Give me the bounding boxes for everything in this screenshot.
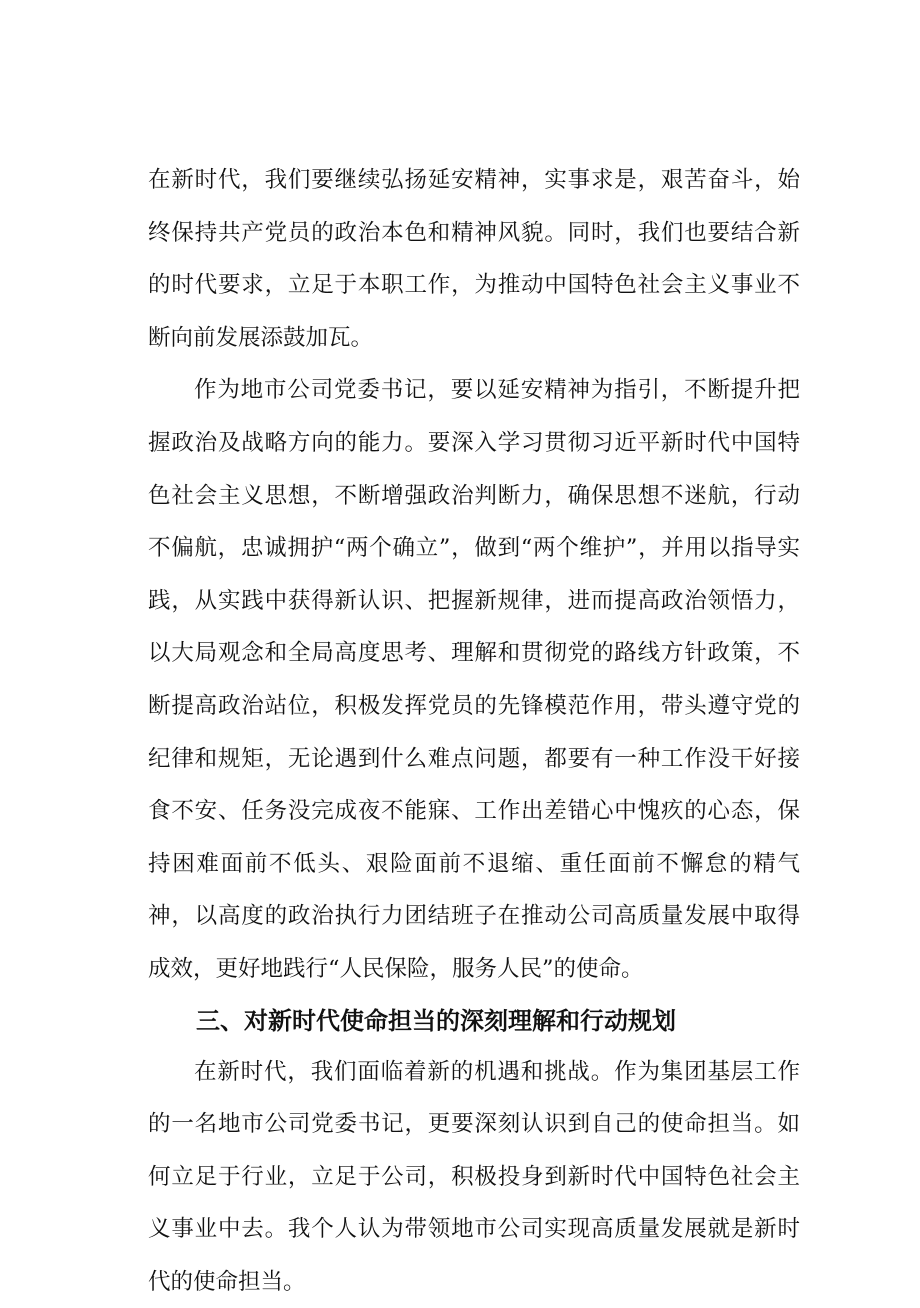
- paragraph-new-era-mission: 在新时代，我们面临着新的机遇和挑战。作为集团基层工作的一名地市公司党委书记，更要深刻认识到自己的使命担当。如何立足于行业，立足于公司，积极投身到新时代中国特色社会主义事业中去。我个人认为带领地市公司实现高质量发展就是新时代的使命担当。: [148, 1046, 800, 1308]
- document-body: [148, 154, 800, 1308]
- section-heading: 三、对新时代使命担当的深刻理解和行动规划: [148, 996, 800, 1046]
- paragraph-continuation: 在新时代，我们要继续弘扬延安精神，实事求是，艰苦奋斗，始终保持共产党员的政治本色和精神风貌。同时，我们也要结合新的时代要求，立足于本职工作，为推动中国特色社会主义事业不断向前发展添鼓加瓦。: [148, 154, 800, 364]
- paragraph-party-secretary: 作为地市公司党委书记，要以延安精神为指引，不断提升把握政治及战略方向的能力。要深入学习贯彻习近平新时代中国特色社会主义思想，不断增强政治判断力，确保思想不迷航，行动不偏航，忠诚拥护“两个确立”，做到“两个维护”，并用以指导实践，从实践中获得新认识、把握新规律，进而提高政治领悟力，以大局观念和全局高度思考、理解和贯彻党的路线方针政策，不断提高政治站位，积极发挥党员的先锋模范作用，带头遵守党的纪律和规矩，无论遇到什么难点问题，都要有一种工作没干好接食不安、任务没完成夜不能寐、工作出差错心中愧疚的心态，保持困难面前不低头、艰险面前不退缩、重任面前不懈怠的精气神，以高度的政治执行力团结班子在推动公司高质量发展中取得成效，更好地践行“人民保险，服务人民”的使命。: [148, 364, 800, 995]
